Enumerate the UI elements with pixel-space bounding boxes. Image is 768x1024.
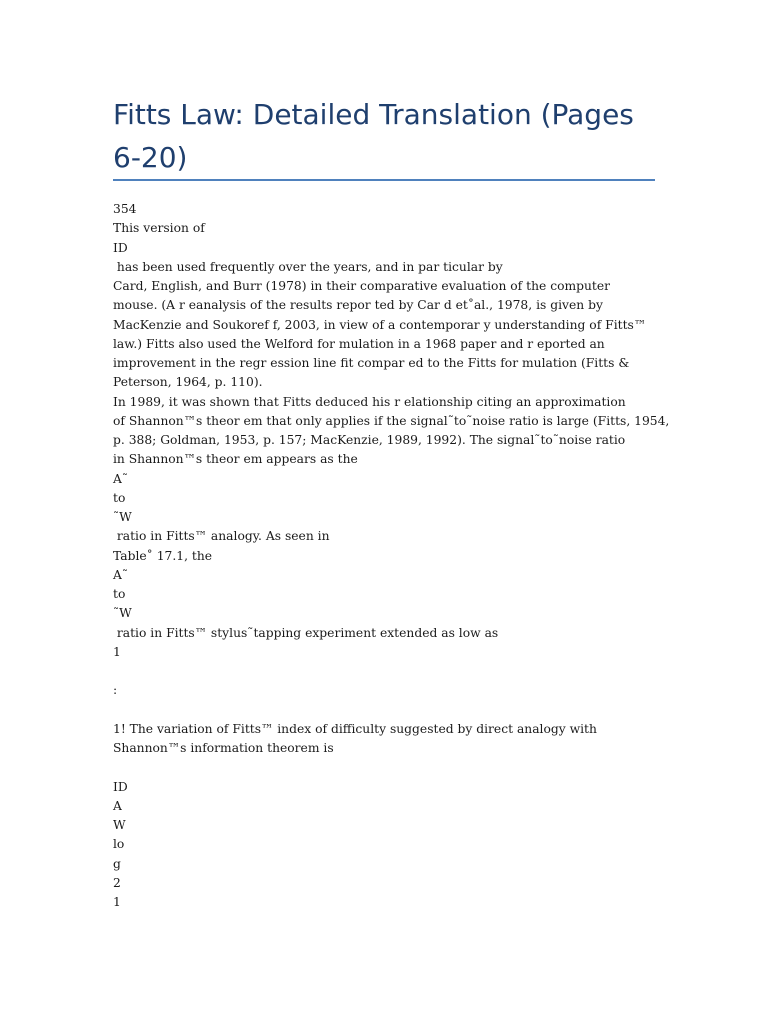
document-body xyxy=(113,200,673,912)
text-line: W xyxy=(113,818,126,832)
text-line: lo xyxy=(113,837,125,852)
text-line: 1! The variation of Fitts™ index of difficulty suggested by direct analogy with xyxy=(113,721,597,736)
text-line: Table˚ 17.1, the xyxy=(113,548,213,563)
text-line: Card, English, and Burr (1978) in their comparative evaluation of the computer xyxy=(113,279,611,293)
text-line: A˜ xyxy=(113,567,129,582)
text-line: Shannon™s information theorem is xyxy=(113,741,334,755)
blank-line xyxy=(113,701,673,720)
text-line: MacKenzie and Soukoref f, 2003, in view of a contemporar y understanding of Fitts™ xyxy=(113,317,647,332)
text-line: law.) Fitts also used the Welford for mulation in a 1968 paper and r eported an xyxy=(113,336,605,351)
text-line: 2 xyxy=(113,875,121,890)
text-line: in Shannon™s theor em appears as the xyxy=(113,452,358,467)
text-line: ID xyxy=(113,779,128,794)
text-line: 1 xyxy=(113,644,121,659)
text-line: has been used frequently over the years, and in par ticular by xyxy=(113,259,503,274)
text-line: g xyxy=(113,856,121,871)
text-line: 354 xyxy=(113,202,137,216)
blank-line xyxy=(113,662,673,681)
text-line: of Shannon™s theor em that only applies if the signal˜to˜noise ratio is large (Fitts, 1954, xyxy=(113,413,670,428)
text-line: mouse. (A r eanalysis of the results repor ted by Car d et˚al., 1978, is given by xyxy=(113,298,603,313)
text-line: to xyxy=(113,490,126,505)
text-line: A xyxy=(113,798,122,813)
text-line: ˜W xyxy=(113,510,132,524)
text-line: This version of xyxy=(113,221,205,236)
text-line: A˜ xyxy=(113,471,129,486)
text-line: In 1989, it was shown that Fitts deduced his r elationship citing an approximation xyxy=(113,394,626,409)
text-line: Peterson, 1964, p. 110). xyxy=(113,375,263,390)
text-line: improvement in the regr ession line fit compar ed to the Fitts for mulation (Fitts & xyxy=(113,356,630,370)
text-line: : xyxy=(113,683,118,698)
text-line: ID xyxy=(113,240,128,255)
title-underline xyxy=(113,179,655,181)
text-line: 1 xyxy=(113,895,121,909)
text-line: p. 388; Goldman, 1953, p. 157; MacKenzie, 1989, 1992). The signal˜to˜noise ratio xyxy=(113,433,626,447)
text-line: to xyxy=(113,587,126,601)
text-line: ˜W xyxy=(113,606,132,621)
text-line: ratio in Fitts™ stylus˜tapping experiment extended as low as xyxy=(113,625,499,640)
document-title: Fitts Law: Detailed Translation (Pages 6-20) xyxy=(113,98,634,174)
text-line: ratio in Fitts™ analogy. As seen in xyxy=(113,529,330,544)
blank-line xyxy=(113,758,673,777)
